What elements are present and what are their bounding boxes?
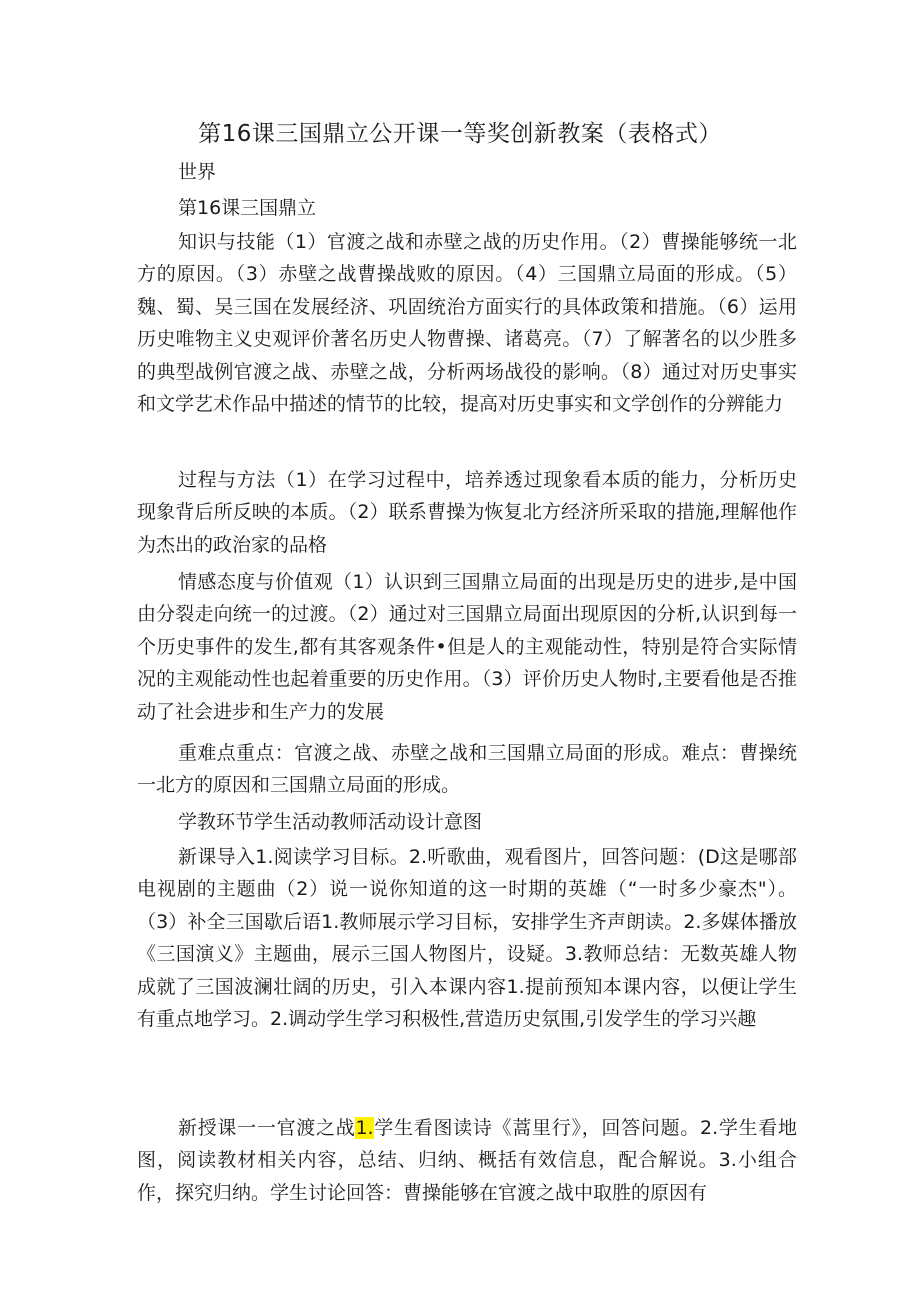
new-lesson-heading: 新授课一一官渡之战 xyxy=(178,1117,356,1139)
table-header-line: 学教环节学生活动教师活动设计意图 xyxy=(178,811,483,833)
subject-label: 世界 xyxy=(178,161,217,183)
highlighted-number: 1. xyxy=(355,1117,374,1139)
knowledge-paragraph: 知识与技能（1）官渡之战和赤壁之战的历史作用。（2）曹操能够统一北方的原因。（3）赤壁之战曹操战败的原因。（4）三国鼎立局面的形成。（5）魏、蜀、吴三国在发展经济、巩固统治方面实行的具体政策和措施。（6）运用历史唯物主义史观评价著名历史人物曹操、诸葛亮。（7）了解著名的以少胜多的典型战例官渡之战、赤壁之战，分析两场战役的影响。（8）通过对历史事实和文学艺术作品中描述的情节的比较，提高对历史事实和文学创作的分辨能力 xyxy=(137,231,797,416)
key-points-paragraph: 重难点重点：官渡之战、赤壁之战和三国鼎立局面的形成。难点：曹操统一北方的原因和三国鼎立局面的形成。 xyxy=(137,742,797,797)
document-title: 第16课三国鼎立公开课一等奖创新教案（表格式） xyxy=(198,121,722,147)
new-lesson-paragraph xyxy=(137,1112,797,1209)
process-paragraph: 过程与方法（1）在学习过程中，培养透过现象看本质的能力，分析历史现象背后所反映的本质。（2）联系曹操为恢复北方经济所采取的措施,理解他作为杰出的政治家的品格 xyxy=(137,469,797,556)
lesson-label: 第16课三国鼎立 xyxy=(178,197,317,219)
new-lesson-text: 学生看图读诗《蒿里行》，回答问题。2.学生看地图，阅读教材相关内容，总结、归纳、概括有效信息，配合解说。3.小组合作，探究归纳。学生讨论回答：曹操能够在官渡之战中取胜的原因有 xyxy=(137,1117,797,1204)
intro-paragraph: 新课导入1.阅读学习目标。2.听歌曲，观看图片，回答问题：(D这是哪部电视剧的主题曲（2）说一说你知道的这一时期的英雄（“一时多少豪杰"）。（3）补全三国歇后语1.教师展示学习目标，安排学生齐声朗读。2.多媒体播放《三国演义》主题曲，展示三国人物图片，设疑。3.教师总结：无数英雄人物成就了三国波澜壮阔的历史，引入本课内容1.提前预知本课内容，以便让学生有重点地学习。2.调动学生学习积极性,营造历史氛围,引发学生的学习兴趣 xyxy=(137,846,797,1031)
emotion-paragraph: 情感态度与价值观（1）认识到三国鼎立局面的出现是历史的进步,是中国由分裂走向统一的过渡。（2）通过对三国鼎立局面出现原因的分析,认识到每一个历史事件的发生,都有其客观条件•但是人的主观能动性，特别是符合实际情况的主观能动性也起着重要的历史作用。（3）评价历史人物时,主要看他是否推动了社会进步和生产力的发展 xyxy=(137,571,797,723)
